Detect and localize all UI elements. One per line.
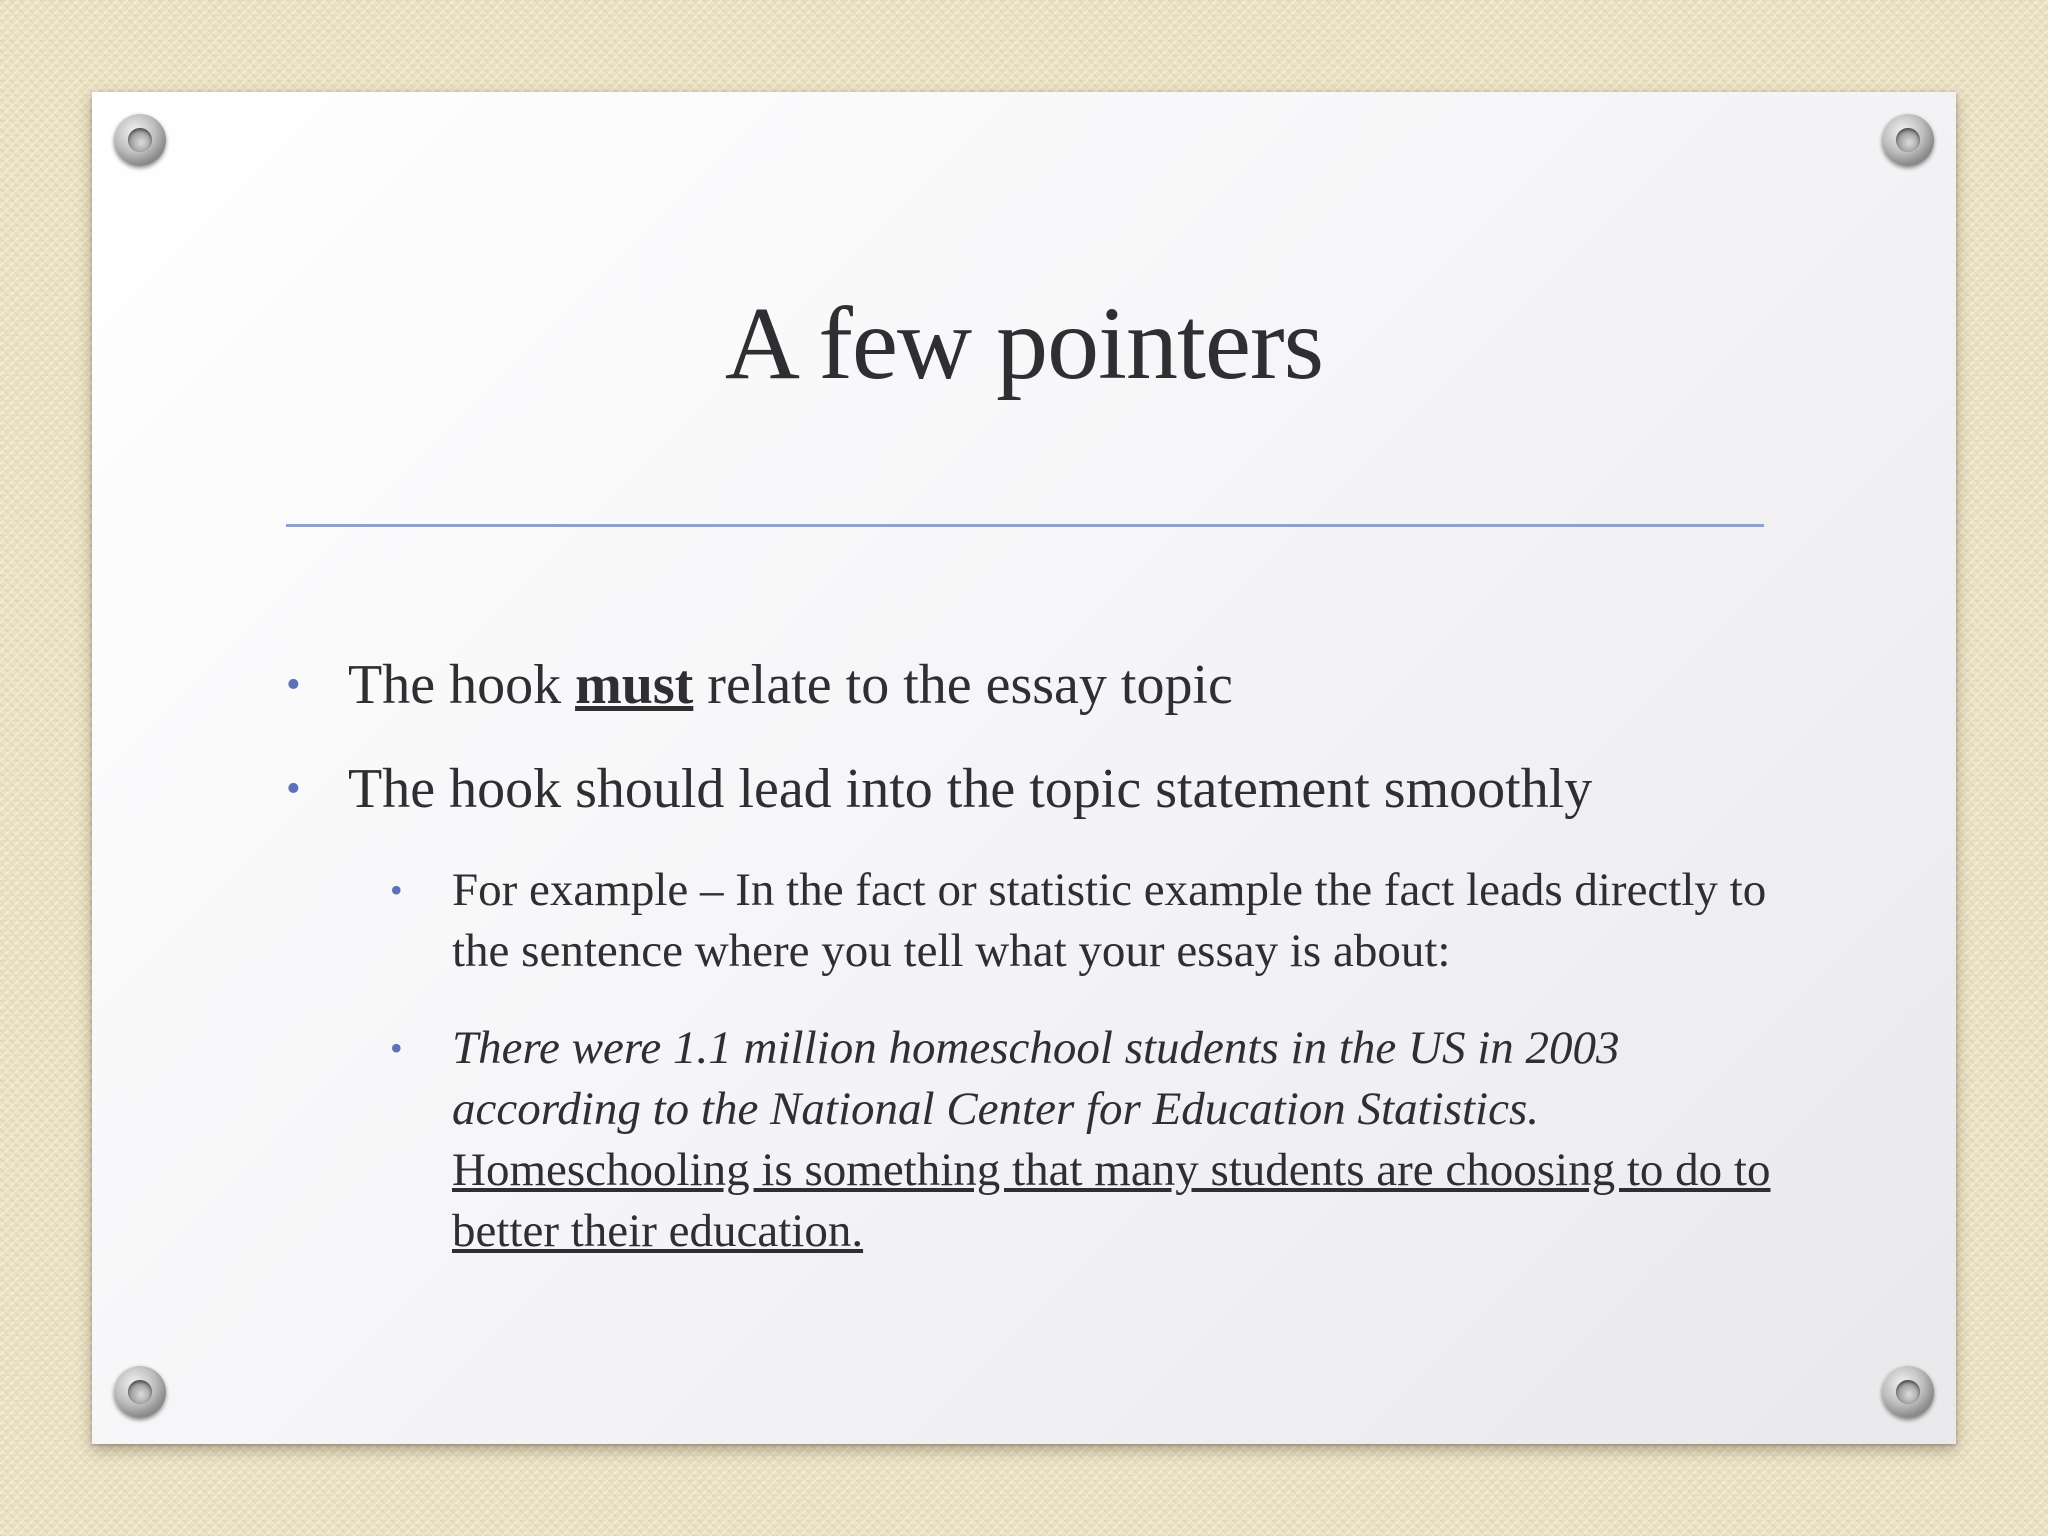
slide — [92, 92, 1956, 1444]
sub-bullet-item — [390, 860, 1786, 982]
bullet-emphasis: must — [575, 654, 694, 716]
rivet-icon-top-left — [114, 114, 166, 166]
bullet-item — [286, 756, 1786, 822]
bullet-text-pre: The hook — [348, 654, 576, 716]
slide-body — [286, 652, 1786, 1298]
sub-bullet-item — [390, 1018, 1786, 1262]
rivet-icon-bottom-right — [1882, 1366, 1934, 1418]
bullet-icon: • — [390, 870, 403, 910]
example-topic-statement: Homeschooling is something that many students are choosing to do to better their education. — [452, 1144, 1771, 1257]
rivet-icon-bottom-left — [114, 1366, 166, 1418]
title-divider — [286, 524, 1764, 527]
bullet-item — [286, 652, 1786, 718]
example-fact-text: There were 1.1 million homeschool students in the US in 2003 according to the National Center for Education Statistics. — [452, 1022, 1620, 1135]
sub-bullet-text: For example – In the fact or statistic example the fact leads directly to the sentence where you tell what your essay is about: — [452, 864, 1767, 977]
rivet-icon-top-right — [1882, 114, 1934, 166]
bullet-text: The hook should lead into the topic statement smoothly — [348, 758, 1593, 820]
bullet-icon: • — [286, 766, 301, 812]
bullet-icon: • — [390, 1028, 403, 1068]
slide-title: A few pointers — [724, 286, 1324, 401]
bullet-text-post: relate to the essay topic — [693, 654, 1233, 716]
bullet-icon: • — [286, 662, 301, 708]
